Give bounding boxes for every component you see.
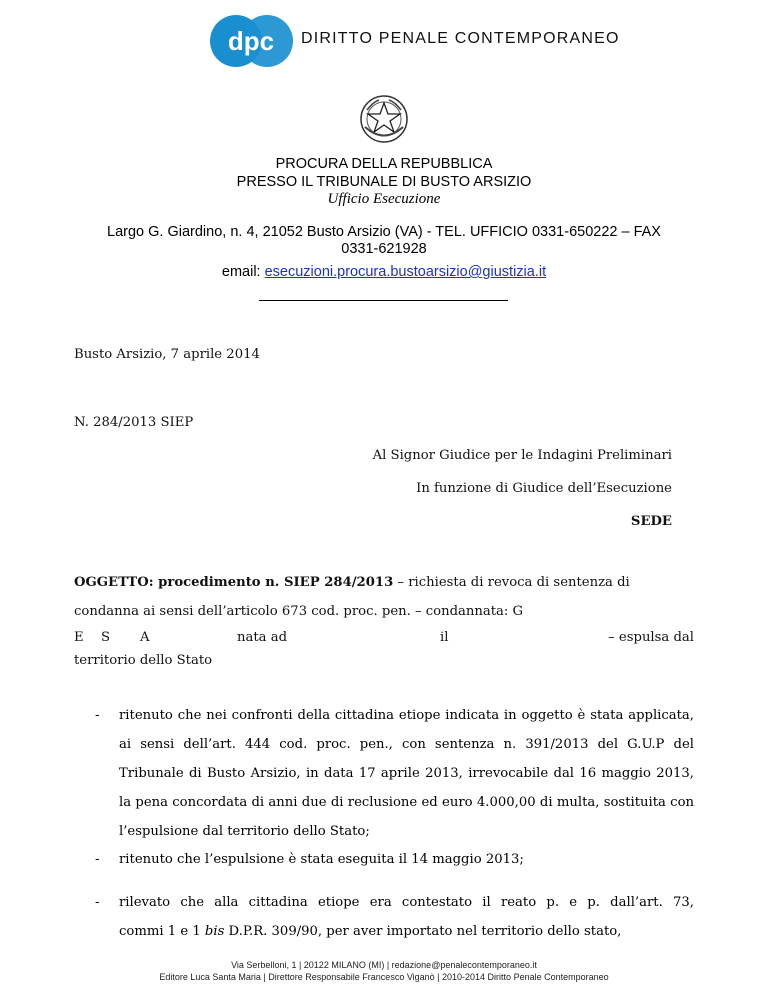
recipient-line-2: In funzione di Giudice dell’Esecuzione bbox=[416, 481, 672, 496]
office-court: PRESSO IL TRIBUNALE DI BUSTO ARSIZIO bbox=[236, 174, 532, 190]
svg-text:dpc: dpc bbox=[227, 26, 275, 56]
subject-heading: OGGETTO: procedimento n. SIEP 284/2013 bbox=[74, 575, 394, 590]
list-dash: - bbox=[95, 708, 100, 723]
item-3-line-2 bbox=[119, 917, 694, 946]
list-dash: - bbox=[95, 895, 100, 910]
list-item bbox=[119, 888, 694, 946]
list-dash: - bbox=[95, 852, 100, 867]
email-label: email: bbox=[221, 264, 265, 280]
subject-part-s: S bbox=[101, 630, 111, 645]
office-fax: 0331-621928 bbox=[341, 241, 427, 257]
place-date: Busto Arsizio, 7 aprile 2014 bbox=[74, 347, 260, 362]
dpc-logo bbox=[209, 14, 620, 68]
item-3-text: commi 1 e 1 bbox=[119, 924, 205, 939]
list-item: ritenuto che nei confronti della cittadina etiope indicata in oggetto è stata applicata, ai sensi dell’art. 444 cod. proc. pen., con sentenza n. 391/2013 del G.U.P del Tribunale di Busto Arsizio, in data 17 aprile 2013, irrevocabile dal 16 maggio 2013, la pena concordata di anni due di reclusione ed euro 4.000,00 di multa, sostituita con l’espulsione dal territorio dello Stato; bbox=[119, 708, 694, 839]
header-divider bbox=[259, 300, 508, 301]
subject bbox=[74, 568, 694, 626]
dpc-logo-icon bbox=[209, 14, 299, 68]
subject-line-3: territorio dello Stato bbox=[74, 653, 213, 668]
subject-part-e: E bbox=[74, 630, 84, 645]
office-address: Largo G. Giardino, n. 4, 21052 Busto Arsizio (VA) - TEL. UFFICIO 0331-650222 – FAX bbox=[107, 224, 661, 240]
office-email-line bbox=[0, 264, 768, 281]
logo-text: DIRITTO PENALE CONTEMPORANEO bbox=[301, 30, 620, 47]
reference-number: N. 284/2013 SIEP bbox=[74, 415, 194, 430]
subject-part-il: il bbox=[440, 630, 449, 645]
item-3-text-end: D.P.R. 309/90, per aver importato nel territorio dello stato, bbox=[224, 924, 622, 939]
subject-part-espulsa: – espulsa dal bbox=[608, 630, 694, 645]
recipient-line-3: SEDE bbox=[630, 514, 672, 529]
office-department: Ufficio Esecuzione bbox=[327, 191, 441, 207]
subject-part-a: A bbox=[140, 630, 150, 645]
email-link[interactable]: esecuzioni.procura.bustoarsizio@giustizia.it bbox=[264, 264, 547, 280]
item-3-line-1: rilevato che alla cittadina etiope era contestato il reato p. e p. dall’art. 73, bbox=[119, 895, 694, 910]
footer-address: Via Serbelloni, 1 | 20122 MILANO (MI) | redazione@penalecontemporaneo.it bbox=[231, 960, 537, 970]
footer-credits: Editore Luca Santa Maria | Direttore Responsabile Francesco Viganò | 2010-2014 Diritto Penale Contemporaneo bbox=[159, 972, 609, 982]
repubblica-italiana-emblem-icon bbox=[359, 94, 409, 144]
item-3-italic: bis bbox=[204, 924, 225, 939]
recipient-line-1: Al Signor Giudice per le Indagini Preliminari bbox=[372, 448, 672, 463]
office-name: PROCURA DELLA REPUBBLICA bbox=[275, 156, 493, 172]
list-item: ritenuto che l’espulsione è stata eseguita il 14 maggio 2013; bbox=[119, 852, 524, 867]
subject-part-nata: nata ad bbox=[237, 630, 288, 645]
subject-text: – richiesta di revoca di sentenza di condanna ai sensi dell’articolo 673 cod. proc. pen. – condannata: G bbox=[74, 575, 630, 619]
